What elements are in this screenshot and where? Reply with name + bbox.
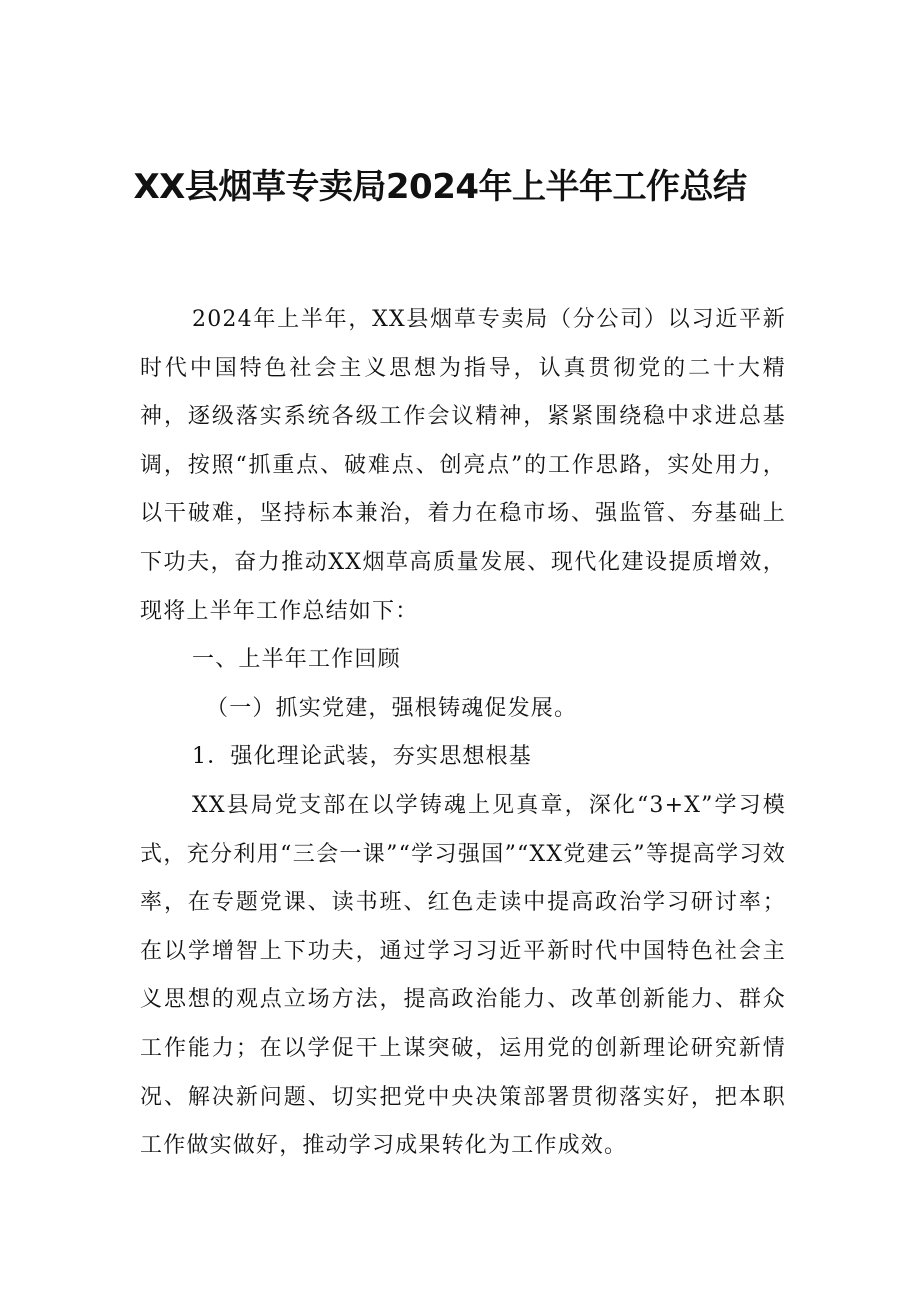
document-body — [140, 296, 786, 1171]
intro-paragraph: 2024年上半年，XX县烟草专卖局（分公司）以习近平新时代中国特色社会主义思想为指导，认真贯彻党的二十大精神，逐级落实系统各级工作会议精神，紧紧围绕稳中求进总基调，按照“抓重点、破难点、创亮点”的工作思路，实处用力，以干破难，坚持标本兼治，着力在稳市场、强监管、夯基础上下功夫，奋力推动XX烟草高质量发展、现代化建设提质增效，现将上半年工作总结如下： — [140, 307, 786, 624]
item-paragraph: XX县局党支部在以学铸魂上见真章，深化“3+X”学习模式，充分利用“三会一课”“学习强国”“XX党建云”等提高学习效率，在专题党课、读书班、红色走读中提高政治学习研讨率；在以学增智上下功夫，通过学习习近平新时代中国特色社会主义思想的观点立场方法，提高政治能力、改革创新能力、群众工作能力；在以学促干上谋突破，运用党的创新理论研究新情况、解决新问题、切实把党中央决策部署贯彻落实好，把本职工作做实做好，推动学习成果转化为工作成效。 — [140, 792, 786, 1159]
section-heading: 一、上半年工作回顾 — [192, 647, 401, 673]
subsection-heading: （一）抓实党建，强根铸魂促发展。 — [206, 695, 578, 721]
document-title: XX县烟草专卖局2024年上半年工作总结 — [133, 167, 747, 207]
item-heading: 1．强化理论武装，夯实思想根基 — [192, 744, 532, 770]
